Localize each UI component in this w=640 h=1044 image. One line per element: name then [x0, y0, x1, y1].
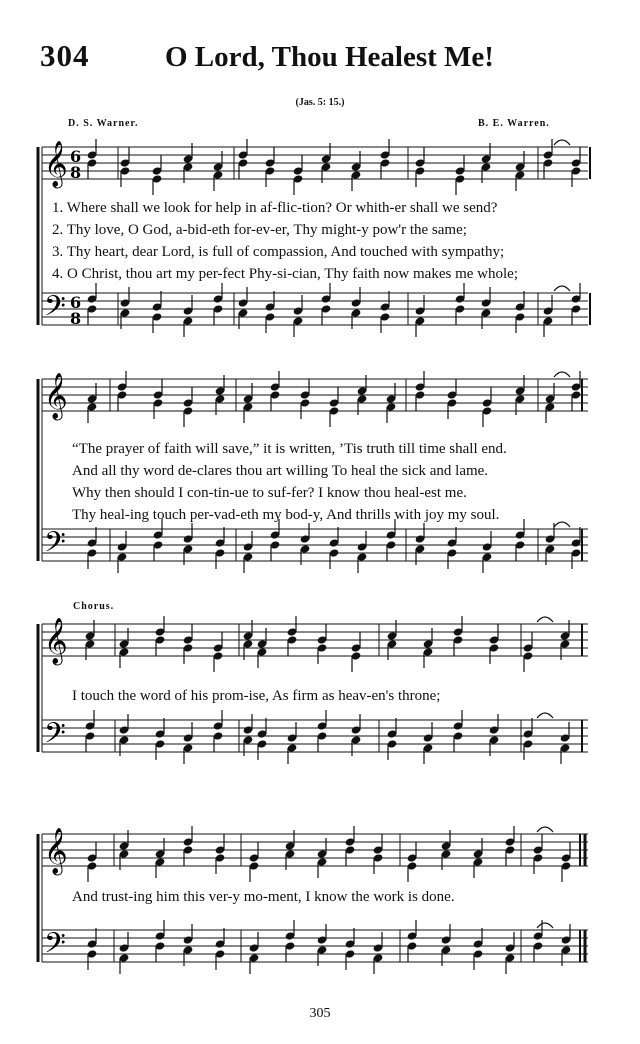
verse-1-line-a: 1. Where shall we look for help in af-flic-tion? Or whith-er shall we send? [52, 200, 498, 216]
svg-text:8: 8 [70, 163, 82, 182]
verse-3-line-a: 3. Thy heart, dear Lord, is full of compassion, And touched with sympathy; [52, 244, 505, 260]
chorus-line-1: I touch the word of his prom-ise, As firm as heav-en's throne; [72, 688, 441, 704]
hymn-number: 304 [40, 38, 90, 73]
svg-text:𝄞: 𝄞 [44, 828, 68, 874]
verse-4-line-a: 4. O Christ, thou art my per-fect Phy-si-cian, Thy faith now makes me whole; [52, 266, 518, 282]
scripture-reference: (Jas. 5: 15.) [295, 97, 345, 108]
chorus-label: Chorus. [73, 601, 115, 612]
svg-text:6: 6 [70, 147, 82, 166]
verse-2-line-b: And all thy word de-clares thou art willing To heal the sick and lame. [72, 463, 489, 479]
page-number: 305 [309, 1006, 331, 1021]
music-system-2 [0, 365, 640, 595]
author-credit: D. S. Warner. [68, 118, 139, 129]
svg-text:𝄞: 𝄞 [44, 373, 68, 419]
composer-credit: B. E. Warren. [478, 118, 550, 129]
verse-2-line-a: 2. Thy love, O God, a-bid-eth for-ev-er, Thy might-y pow'r the same; [52, 222, 467, 238]
svg-text:𝄢: 𝄢 [44, 717, 66, 757]
svg-text:𝄢: 𝄢 [44, 290, 66, 330]
music-system-4 [0, 820, 640, 995]
svg-text:𝄢: 𝄢 [44, 526, 66, 566]
svg-text:6: 6 [70, 293, 82, 312]
svg-text:8: 8 [70, 309, 82, 328]
verse-3-line-b: Why then should I con-tin-ue to suf-fer? I know thou heal-est me. [72, 485, 467, 501]
svg-text:𝄞: 𝄞 [44, 141, 68, 187]
svg-text:𝄢: 𝄢 [44, 927, 66, 967]
chorus-line-2: And trust-ing him this ver-y mo-ment, I know the work is done. [72, 889, 455, 905]
svg-text:𝄞: 𝄞 [44, 618, 68, 664]
hymn-title: O Lord, Thou Healest Me! [165, 41, 494, 73]
verse-4-line-b: Thy heal-ing touch per-vad-eth my bod-y, And thrills with joy my soul. [72, 507, 500, 523]
verse-1-line-b: “The prayer of faith will save,” it is written, ’Tis truth till time shall end. [72, 441, 507, 457]
